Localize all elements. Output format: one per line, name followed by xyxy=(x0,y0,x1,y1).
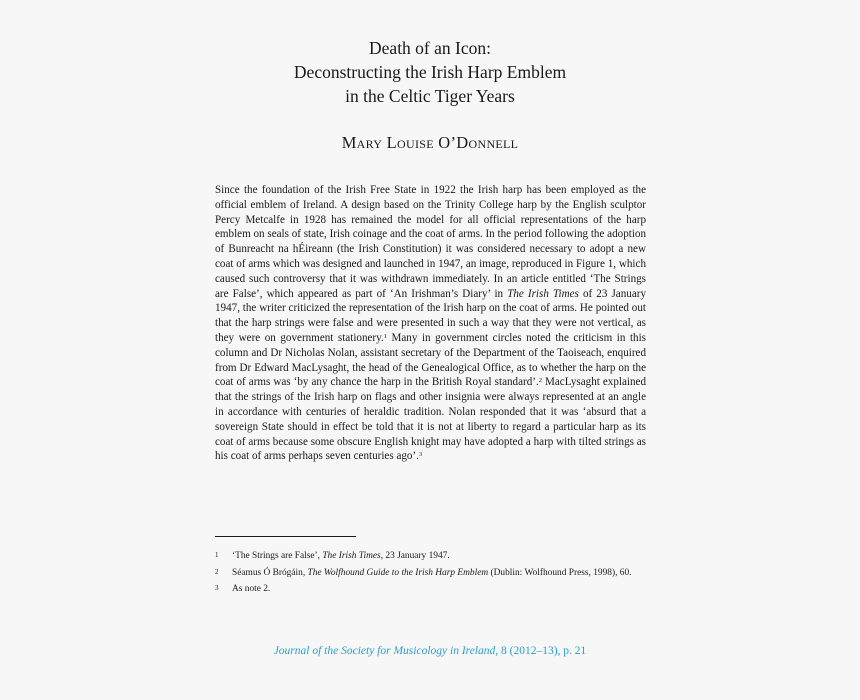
body-sentence-3: Many in government circles noted the criticism in this column and Dr Nicholas Nolan, assistant secretary of the Department of the Taoiseach, enquired from Dr Edward MacLysaght, the head of the Genealogical Office, as to whether the harp on the coat of arms was ‘by any chance the harp in the British Royal standard’. xyxy=(215,331,646,389)
article-title xyxy=(0,36,860,108)
footnote-number: 1 xyxy=(215,551,219,559)
journal-citation-link[interactable] xyxy=(0,645,860,657)
title-line-3: in the Celtic Tiger Years xyxy=(345,86,515,106)
body-paragraph xyxy=(215,183,646,464)
footnote-item xyxy=(215,548,655,565)
author-name: Mary Louise O’Donnell xyxy=(341,133,519,152)
footnote-text: ‘The Strings are False’, The Irish Times, 23 January 1947. xyxy=(232,551,450,561)
footnotes-list xyxy=(215,548,655,598)
journal-name: Journal of the Society for Musicology in Ireland xyxy=(273,645,496,657)
body-sentence-4: MacLysaght explained that the strings of the Irish harp on flags and other insignia were always represented at an angle in accordance with centuries of heraldic tradition. Nolan responded that it was ‘absurd that a sovereign State should in effect be told that it is not at liberty to regard a particular harp as its coat of arms because some obscure English knight may have adopted a harp with tilted strings as his coat of arms perhaps seven centuries ago’. xyxy=(215,376,646,463)
footnote-text: As note 2. xyxy=(232,584,271,594)
body-sentence-1: Since the foundation of the Irish Free State in 1922 the Irish harp has been employed as the official emblem of Ireland. A design based on the Trinity College harp by the English sculptor Percy Metcalfe in 1928 has remained the model for all official representations of the harp emblem on seals of state, Irish coinage and the coat of arms. In the period following the adoption of Bunreacht na hÉireann (the Irish Constitution) it was considered necessary to adopt a new coat of arms which was designed and launched in 1947, an image, reproduced in Figure 1, which caused such controversy that it was withdrawn immediately. In an article entitled ‘The Strings are False’, which appeared as part of ‘An Irishman’s Diary’ in xyxy=(215,184,646,300)
journal-issue-page: , 8 (2012–13), p. 21 xyxy=(495,645,587,657)
newspaper-title: The Irish Times xyxy=(507,287,579,300)
footnote-ref-1[interactable]: 1 xyxy=(383,332,387,340)
title-line-1: Death of an Icon: xyxy=(369,38,491,58)
footnote-ref-3[interactable]: 3 xyxy=(418,451,423,459)
footnote-divider xyxy=(215,536,356,537)
footnote-number: 2 xyxy=(215,567,219,576)
footnote-ref-2[interactable]: 2 xyxy=(538,377,542,385)
footnote-text: Séamus Ó Brógáin, The Wolfhound Guide to the Irish Harp Emblem (Dublin: Wolfhound Press, 1998), 60. xyxy=(232,567,632,578)
footnote-item xyxy=(215,581,655,598)
body-sentence-2: of 23 January 1947, the writer criticized the representation of the Irish harp on the coat of arms. He pointed out that the harp strings were false and were presented in such a way that they were not vertical, as they were on government stationery. xyxy=(215,287,646,344)
footnote-item xyxy=(215,565,655,582)
title-line-2: Deconstructing the Irish Harp Emblem xyxy=(293,62,567,82)
footnote-number: 3 xyxy=(215,584,219,592)
